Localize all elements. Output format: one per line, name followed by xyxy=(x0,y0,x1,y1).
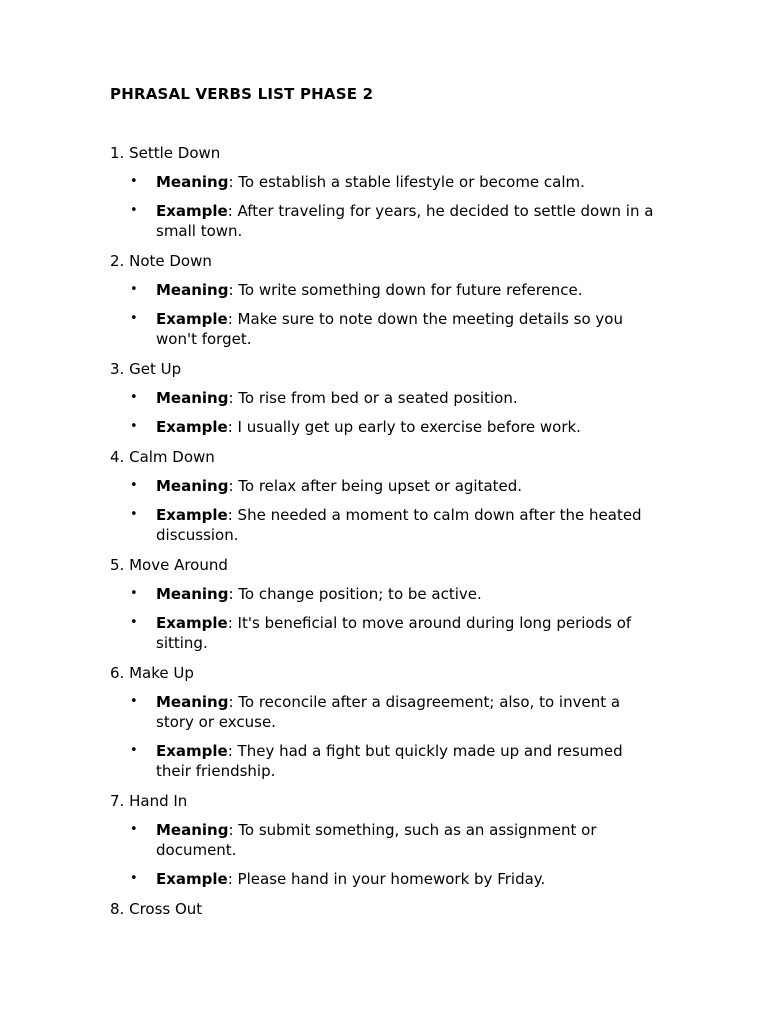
verb-detail-list xyxy=(110,388,670,437)
meaning-label: Meaning xyxy=(156,173,229,191)
example-text: : She needed a moment to calm down after the heated discussion. xyxy=(156,506,642,544)
example-item xyxy=(110,505,660,545)
verb-detail-list xyxy=(110,172,670,241)
meaning-text: : To rise from bed or a seated position. xyxy=(228,389,518,407)
meaning-item xyxy=(110,172,660,192)
example-label: Example xyxy=(156,418,228,436)
example-item xyxy=(110,417,660,437)
verb-heading xyxy=(110,899,670,919)
verb-number: 5. xyxy=(110,556,125,574)
example-label: Example xyxy=(156,870,228,888)
verb-detail-list xyxy=(110,584,670,653)
meaning-text: : To relax after being upset or agitated. xyxy=(228,477,523,495)
example-label: Example xyxy=(156,742,228,760)
example-text: : Please hand in your homework by Friday. xyxy=(227,870,546,888)
bullet-icon: • xyxy=(130,507,138,522)
verb-entry xyxy=(110,251,670,349)
meaning-text: : To change position; to be active. xyxy=(228,585,482,603)
example-label: Example xyxy=(156,506,228,524)
example-text: : They had a fight but quickly made up and resumed their friendship. xyxy=(156,742,623,780)
bullet-icon: • xyxy=(130,694,138,709)
verb-entry xyxy=(110,143,670,241)
verb-entry xyxy=(110,791,670,889)
verb-number: 2. xyxy=(110,252,125,270)
verb-heading xyxy=(110,555,670,575)
meaning-item xyxy=(110,476,660,496)
meaning-label: Meaning xyxy=(156,585,229,603)
example-item xyxy=(110,741,660,781)
bullet-icon: • xyxy=(130,174,138,189)
verb-detail-list xyxy=(110,820,670,889)
bullet-icon: • xyxy=(130,743,138,758)
verb-heading xyxy=(110,791,670,811)
meaning-label: Meaning xyxy=(156,477,229,495)
verb-entry xyxy=(110,447,670,545)
verb-heading xyxy=(110,143,670,163)
bullet-icon: • xyxy=(130,586,138,601)
meaning-item xyxy=(110,692,660,732)
example-text: : Make sure to note down the meeting details so you won't forget. xyxy=(156,310,623,348)
example-item xyxy=(110,613,660,653)
example-text: : After traveling for years, he decided to settle down in a small town. xyxy=(156,202,654,240)
verb-number: 1. xyxy=(110,144,125,162)
verb-entry xyxy=(110,555,670,653)
verb-entry xyxy=(110,663,670,781)
verb-number: 8. xyxy=(110,900,125,918)
example-label: Example xyxy=(156,310,228,328)
verb-number: 6. xyxy=(110,664,125,682)
verb-number: 3. xyxy=(110,360,125,378)
verb-detail-list xyxy=(110,476,670,545)
verb-name: Calm Down xyxy=(129,448,215,466)
meaning-label: Meaning xyxy=(156,281,229,299)
verb-number: 4. xyxy=(110,448,125,466)
example-label: Example xyxy=(156,614,228,632)
verb-name: Cross Out xyxy=(129,900,203,918)
verb-detail-list xyxy=(110,280,670,349)
example-text: : It's beneficial to move around during long periods of sitting. xyxy=(156,614,632,652)
example-item xyxy=(110,201,660,241)
example-text: : I usually get up early to exercise before work. xyxy=(227,418,581,436)
verb-heading xyxy=(110,447,670,467)
verb-heading xyxy=(110,663,670,683)
meaning-label: Meaning xyxy=(156,389,229,407)
verb-name: Settle Down xyxy=(129,144,221,162)
bullet-icon: • xyxy=(130,615,138,630)
bullet-icon: • xyxy=(130,390,138,405)
verb-name: Note Down xyxy=(129,252,212,270)
example-item xyxy=(110,309,660,349)
phrasal-verb-list xyxy=(110,143,670,929)
document-title: PHRASAL VERBS LIST PHASE 2 xyxy=(110,85,374,103)
meaning-text: : To establish a stable lifestyle or become calm. xyxy=(228,173,585,191)
verb-entry xyxy=(110,359,670,437)
verb-name: Make Up xyxy=(129,664,194,682)
bullet-icon: • xyxy=(130,311,138,326)
meaning-label: Meaning xyxy=(156,821,229,839)
meaning-item xyxy=(110,820,660,860)
verb-name: Get Up xyxy=(129,360,182,378)
meaning-text: : To write something down for future reference. xyxy=(228,281,583,299)
meaning-label: Meaning xyxy=(156,693,229,711)
bullet-icon: • xyxy=(130,478,138,493)
verb-name: Move Around xyxy=(129,556,228,574)
bullet-icon: • xyxy=(130,822,138,837)
example-item xyxy=(110,869,660,889)
bullet-icon: • xyxy=(130,871,138,886)
meaning-text: : To reconcile after a disagreement; also, to invent a story or excuse. xyxy=(156,693,621,731)
bullet-icon: • xyxy=(130,282,138,297)
meaning-item xyxy=(110,388,660,408)
meaning-item xyxy=(110,280,660,300)
meaning-text: : To submit something, such as an assignment or document. xyxy=(156,821,597,859)
verb-name: Hand In xyxy=(129,792,188,810)
verb-heading xyxy=(110,359,670,379)
meaning-item xyxy=(110,584,660,604)
verb-heading xyxy=(110,251,670,271)
verb-number: 7. xyxy=(110,792,125,810)
bullet-icon: • xyxy=(130,203,138,218)
verb-detail-list xyxy=(110,692,670,781)
example-label: Example xyxy=(156,202,228,220)
bullet-icon: • xyxy=(130,419,138,434)
verb-entry xyxy=(110,899,670,919)
